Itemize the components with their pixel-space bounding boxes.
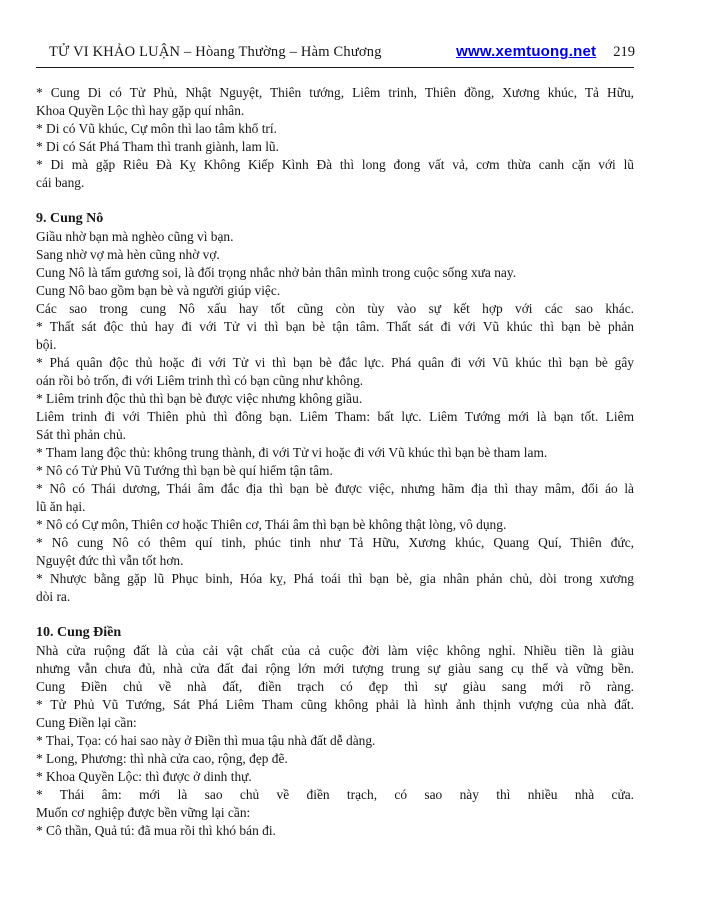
text-line: Cung Nô là tấm gương soi, là đối trọng nhắc nhở bản thân mình trong cuộc sống xưa nay.: [36, 265, 517, 280]
page-header: [49, 43, 635, 61]
text-line: * Phá quân độc thủ hoặc đi với Tử vi thì bạn bè đắc lực. Phá quân đi với Vũ khúc thì bạn bè gây: [36, 355, 634, 370]
blank-line: [36, 192, 634, 210]
text-line: * Tử Phủ Vũ Tướng, Sát Phá Liêm Tham cũng không phải là hình ảnh thịnh vượng của nhà đất.: [36, 697, 634, 712]
text-line: * Di mà gặp Riêu Đà Kỵ Không Kiếp Kình Đà thì long đong vất vả, cơm thừa canh cặn với lũ: [36, 157, 634, 172]
document-body: [36, 84, 634, 840]
text-line: cái bang.: [36, 175, 85, 190]
text-line: lũ ăn hại.: [36, 499, 86, 514]
text-line: Cung Điền lại cần:: [36, 715, 137, 730]
text-line: Liêm trinh đi với Thiên phủ thì đông bạn. Liêm Tham: bất lực. Liêm Tướng mới là bạn tốt. Liêm: [36, 409, 634, 424]
text-line: * Cô thần, Quả tú: đã mua rồi thì khó bán đi.: [36, 823, 276, 838]
website-link[interactable]: www.xemtuong.net: [456, 43, 597, 60]
text-line: dòi ra.: [36, 589, 71, 604]
text-line: Muốn cơ nghiệp được bền vững lại cần:: [36, 805, 251, 820]
text-line: Nhà cửa ruộng đất là của cải vật chất của cả cuộc đời làm việc không nghỉ. Nhiều tiền là giàu: [36, 643, 634, 658]
text-line: Sát thì phản chủ.: [36, 427, 127, 442]
text-line: oán rồi bỏ trốn, đi với Liêm trinh thì có bạn cũng như không.: [36, 373, 364, 388]
section-heading: 10. Cung Điền: [36, 625, 122, 640]
text-line: * Di có Sát Phá Tham thì tranh giành, lam lũ.: [36, 139, 279, 154]
blank-line: [36, 606, 634, 624]
header-right-group: [456, 43, 635, 61]
book-title: TỬ VI KHẢO LUẬN – Hòang Thường – Hàm Chương: [49, 44, 382, 60]
text-line: Cung Điền chủ về nhà đất, điền trạch có đẹp thì sự giàu sang mới rõ ràng.: [36, 679, 634, 694]
section-heading: 9. Cung Nô: [36, 211, 104, 226]
text-line: * Liêm trinh độc thủ thì bạn bè được việc nhưng không giầu.: [36, 391, 363, 406]
text-line: Giầu nhờ bạn mà nghèo cũng vì bạn.: [36, 229, 234, 244]
text-line: Cung Nô bao gồm bạn bè và người giúp việc.: [36, 283, 281, 298]
text-line: Các sao trong cung Nô xấu hay tốt cũng còn tùy vào sự kết hợp với các sao khác.: [36, 301, 634, 316]
text-line: * Nhược bằng gặp lũ Phục binh, Hóa kỵ, Phá toái thì bạn bè, gia nhân phản chủ, dòi trong xương: [36, 571, 634, 586]
text-line: * Nô có Cự môn, Thiên cơ hoặc Thiên cơ, Thái âm thì bạn bè không thật lòng, vô dụng.: [36, 517, 507, 532]
header-divider: [36, 67, 634, 68]
text-line: * Nô có Thái dương, Thái âm đắc địa thì bạn bè được việc, nhưng hãm địa thì thay mâm, đổi áo là: [36, 481, 634, 496]
text-line: * Cung Di có Tử Phủ, Nhật Nguyệt, Thiên tướng, Liêm trinh, Thiên đồng, Xương khúc, Tả Hữu,: [36, 85, 634, 100]
text-line: * Nô cung Nô có thêm quí tinh, phúc tinh như Tả Hữu, Xương khúc, Quang Quí, Thiên đức,: [36, 535, 634, 550]
text-line: * Thái âm: mới là sao chủ về điền trạch, có sao này thì nhiều nhà cửa.: [36, 787, 634, 802]
text-line: Khoa Quyền Lộc thì hay gặp quí nhân.: [36, 103, 245, 118]
text-line: * Long, Phương: thì nhà cửa cao, rộng, đẹp đẽ.: [36, 751, 288, 766]
text-line: Nguyệt đức thì vẫn tốt hơn.: [36, 553, 184, 568]
page-number: 219: [613, 44, 635, 60]
text-line: nhưng vẫn chưa đủ, nhà cửa đất đai rộng lớn mới tượng trung sự giàu sang cụ thể và vững bền.: [36, 661, 634, 676]
text-line: * Thai, Tọa: có hai sao này ở Điền thì mua tậu nhà đất dễ dàng.: [36, 733, 376, 748]
text-line: * Tham lang độc thủ: không trung thành, đi với Tử vi hoặc đi với Vũ khúc thì bạn bè tham lam.: [36, 445, 548, 460]
text-line: * Nô có Tử Phủ Vũ Tướng thì bạn bè quí hiểm tận tâm.: [36, 463, 333, 478]
text-line: bội.: [36, 337, 57, 352]
text-line: * Di có Vũ khúc, Cự môn thì lao tâm khổ trí.: [36, 121, 277, 136]
text-line: * Khoa Quyền Lộc: thì được ở dinh thự.: [36, 769, 252, 784]
text-line: * Thất sát độc thủ hay đi với Tử vi thì bạn bè tận tâm. Thất sát đi với Vũ khúc thì bạn bè phản: [36, 319, 634, 334]
text-line: Sang nhờ vợ mà hèn cũng nhờ vợ.: [36, 247, 220, 262]
